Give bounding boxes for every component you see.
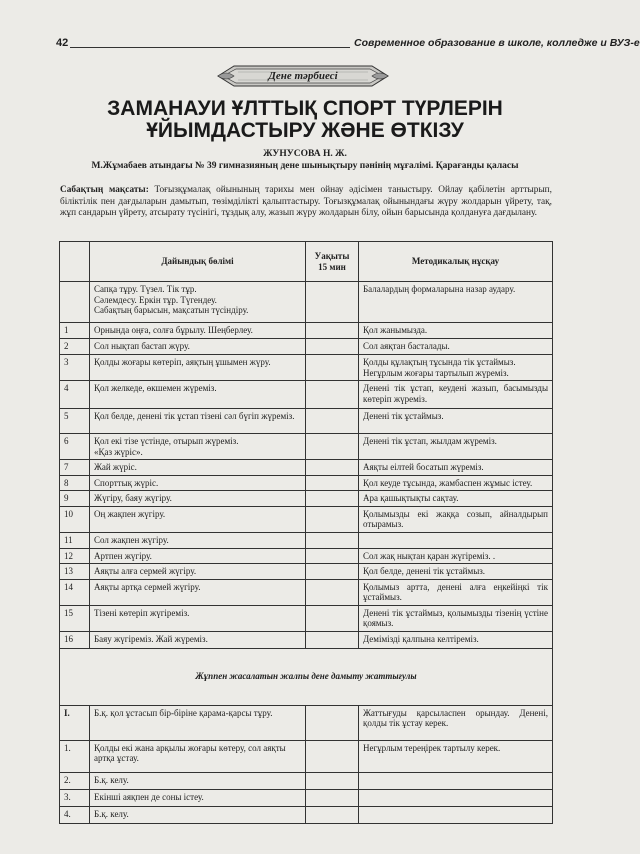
header-num	[60, 242, 90, 282]
rubric-banner	[214, 62, 392, 90]
table-row	[60, 409, 553, 434]
row-number: 4.	[60, 806, 90, 823]
row-exercise: Б.қ. келу.	[90, 806, 306, 823]
row-time	[306, 740, 359, 772]
goal-label: Сабақтың мақсаты:	[60, 185, 149, 195]
row-exercise: Баяу жүгіреміз. Жай жүреміз.	[90, 631, 306, 648]
row-number: 2.	[60, 772, 90, 789]
section-title: Жұппен жасалатын жалпы дене дамыту жаттығулы	[60, 648, 553, 705]
row-exercise: Сол нықтап бастап жүру.	[90, 339, 306, 355]
running-header	[56, 37, 640, 51]
row-method: Демімізді қалпына келтіреміз.	[359, 631, 553, 648]
row-time	[306, 705, 359, 740]
row-exercise: Аяқты алға сермей жүгіру.	[90, 564, 306, 580]
table-row	[60, 355, 553, 381]
article-title	[60, 98, 550, 142]
row-number: 3	[60, 355, 90, 381]
table-row	[60, 579, 553, 605]
row-number: 1	[60, 323, 90, 339]
row-method: Қол кеуде тұсында, жамбаспен жұмыс істеу.	[359, 475, 553, 491]
row-exercise: Орнында оңға, солға бұрылу. Шеңберлеу.	[90, 323, 306, 339]
row-method: Денені тік ұстап, жылдам жүреміз.	[359, 434, 553, 460]
row-exercise: Қолды жоғары көтеріп, аяқтың ұшымен жүру.	[90, 355, 306, 381]
row-time	[306, 772, 359, 789]
table-row	[60, 339, 553, 355]
row-time	[306, 323, 359, 339]
row-method	[359, 772, 553, 789]
table-row	[60, 460, 553, 476]
row-exercise: Жай жүріс.	[90, 460, 306, 476]
table-row	[60, 605, 553, 631]
row-method: Сол жақ нықтан қаран жүгіреміз. .	[359, 548, 553, 564]
row-number: 5	[60, 409, 90, 434]
row-time	[306, 355, 359, 381]
row-method	[359, 789, 553, 806]
row-method: Негұрлым тереңірек тартылу керек.	[359, 740, 553, 772]
row-method	[359, 532, 553, 548]
row-time	[306, 409, 359, 434]
row-exercise: Қолды екі жана арқылы жоғары көтеру, сол аяқты артқа ұстау.	[90, 740, 306, 772]
row-exercise: Б.қ. келу.	[90, 772, 306, 789]
title-line-1: ЗАМАНАУИ ҰЛТТЫҚ СПОРТ ТҮРЛЕРІН	[107, 97, 503, 120]
row-exercise: Жүгіру, баяу жүгіру.	[90, 491, 306, 507]
header-rule	[70, 47, 350, 48]
row-time	[306, 381, 359, 409]
table-row	[60, 282, 553, 323]
table-row	[60, 323, 553, 339]
row-number: 14	[60, 579, 90, 605]
row-time	[306, 532, 359, 548]
row-time	[306, 460, 359, 476]
table-row	[60, 806, 553, 823]
row-method: Денені тік ұстаймыз, қолымызды тізенің үстіне қоямыз.	[359, 605, 553, 631]
row-time	[306, 506, 359, 532]
row-exercise: Қол желкеде, өкшемен жүреміз.	[90, 381, 306, 409]
row-time	[306, 491, 359, 507]
table-row	[60, 381, 553, 409]
author-affiliation: М.Жұмабаев атындағы № 39 гимназияның дене шынықтыру пәнінің мұғалімі. Қарағанды қаласы	[91, 161, 519, 171]
row-method: Аяқты еілтей босатып жүреміз.	[359, 460, 553, 476]
row-number: 11	[60, 532, 90, 548]
row-time	[306, 282, 359, 323]
row-exercise: Аяқты артқа сермей жүгіру.	[90, 579, 306, 605]
row-time	[306, 339, 359, 355]
row-method: Денені тік ұстаймыз.	[359, 409, 553, 434]
title-line-2: ҰЙЫМДАСТЫРУ ЖӘНЕ ӨТКІЗУ	[146, 119, 464, 142]
table-row	[60, 506, 553, 532]
row-exercise: Сол жақпен жүгіру.	[90, 532, 306, 548]
table-row	[60, 631, 553, 648]
table-header-row	[60, 242, 553, 282]
row-time	[306, 564, 359, 580]
rubric-label: Дене тәрбиесі	[268, 70, 338, 82]
row-method: Сол аяқтан басталады.	[359, 339, 553, 355]
row-time	[306, 605, 359, 631]
table-row	[60, 548, 553, 564]
row-number: 3.	[60, 789, 90, 806]
row-method: Қолымыз артта, денені алға еңкейіңкі тік ұстаймыз.	[359, 579, 553, 605]
header-part: Дайындық бөлімі	[90, 242, 306, 282]
journal-title: Современное образование в школе, колледже и ВУЗ-е	[354, 37, 640, 49]
row-number: 8	[60, 475, 90, 491]
row-number: 10	[60, 506, 90, 532]
table-row	[60, 789, 553, 806]
row-number: 6	[60, 434, 90, 460]
row-exercise: Сапқа тұру. Түзел. Тік тұр. Сәлемдесу. Еркін тұр. Түгендеу. Сабақтың барысын, мақсатын түсіндіру.	[90, 282, 306, 323]
table-row	[60, 705, 553, 740]
table-row	[60, 434, 553, 460]
row-number: 1.	[60, 740, 90, 772]
row-method	[359, 806, 553, 823]
header-time-label: Уақыты	[314, 251, 350, 261]
row-exercise: Тізені көтеріп жүгіреміз.	[90, 605, 306, 631]
header-time-duration: 15 мин	[318, 261, 346, 272]
row-time	[306, 631, 359, 648]
row-time	[306, 548, 359, 564]
row-exercise: Б.қ. қол ұстасып бір-біріне қарама-қарсы тұру.	[90, 705, 306, 740]
table-row	[60, 772, 553, 789]
row-time	[306, 789, 359, 806]
row-method: Қолымызды екі жаққа созып, айналдырып отырамыз.	[359, 506, 553, 532]
table-row	[60, 475, 553, 491]
row-exercise: Қол белде, денені тік ұстап тізені сәл бүгіп жүреміз.	[90, 409, 306, 434]
table-row	[60, 491, 553, 507]
section-row	[60, 648, 553, 705]
row-method: Жаттығуды қарсыласпен орындау. Денені, қолды тік ұстау керек.	[359, 705, 553, 740]
header-method: Методикалық нұсқау	[359, 242, 553, 282]
row-method: Қол жанымызда.	[359, 323, 553, 339]
row-number: 7	[60, 460, 90, 476]
row-method: Қол белде, денені тік ұстаймыз.	[359, 564, 553, 580]
row-time	[306, 579, 359, 605]
header-time	[306, 242, 359, 282]
table-row	[60, 564, 553, 580]
lesson-table	[59, 241, 553, 824]
row-exercise: Екінші аяқпен де соны істеу.	[90, 789, 306, 806]
row-number: 4	[60, 381, 90, 409]
lesson-goal	[60, 185, 552, 220]
row-time	[306, 434, 359, 460]
row-method: Денені тік ұстап, кеудені жазып, басымызды көтеріп жүреміз.	[359, 381, 553, 409]
row-number: 15	[60, 605, 90, 631]
row-exercise: Оң жақпен жүгіру.	[90, 506, 306, 532]
row-number: I.	[60, 705, 90, 740]
row-number: 2	[60, 339, 90, 355]
table-row	[60, 740, 553, 772]
row-exercise: Қол екі тізе үстінде, отырып жүреміз. «Қаз жүріс».	[90, 434, 306, 460]
row-exercise: Спорттық жүріс.	[90, 475, 306, 491]
row-exercise: Артпен жүгіру.	[90, 548, 306, 564]
row-number: 9	[60, 491, 90, 507]
row-method: Ара қашықтықты сақтау.	[359, 491, 553, 507]
row-number	[60, 282, 90, 323]
row-time	[306, 806, 359, 823]
row-number: 12	[60, 548, 90, 564]
row-time	[306, 475, 359, 491]
table-row	[60, 532, 553, 548]
page-number: 42	[56, 37, 69, 49]
author-name: ЖУНУСОВА Н. Ж.	[263, 149, 347, 159]
goal-text: Тоғызқұмалақ ойынының тарихы мен ойнау әдісімен таныстыру. Ойлау қабілетін арттырып, біліктілік пен дағдыларын дамытып, төзімділікті қалыптастыру. Тоғызқұмалақ ойынындағы жүру жолдарын үйрету, тақ, жұп сандарын үйрету, атсырату түсінігі, тұздық алу, жазып жүру жолдарын білу, ойын барысында қолдануға дағдылану.	[60, 185, 552, 218]
row-number: 16	[60, 631, 90, 648]
row-number: 13	[60, 564, 90, 580]
row-method: Балалардың формаларына назар аудару.	[359, 282, 553, 323]
row-method: Қолды құлақтың тұсында тік ұстаймыз. Негұрлым жоғары тартылып жүреміз.	[359, 355, 553, 381]
